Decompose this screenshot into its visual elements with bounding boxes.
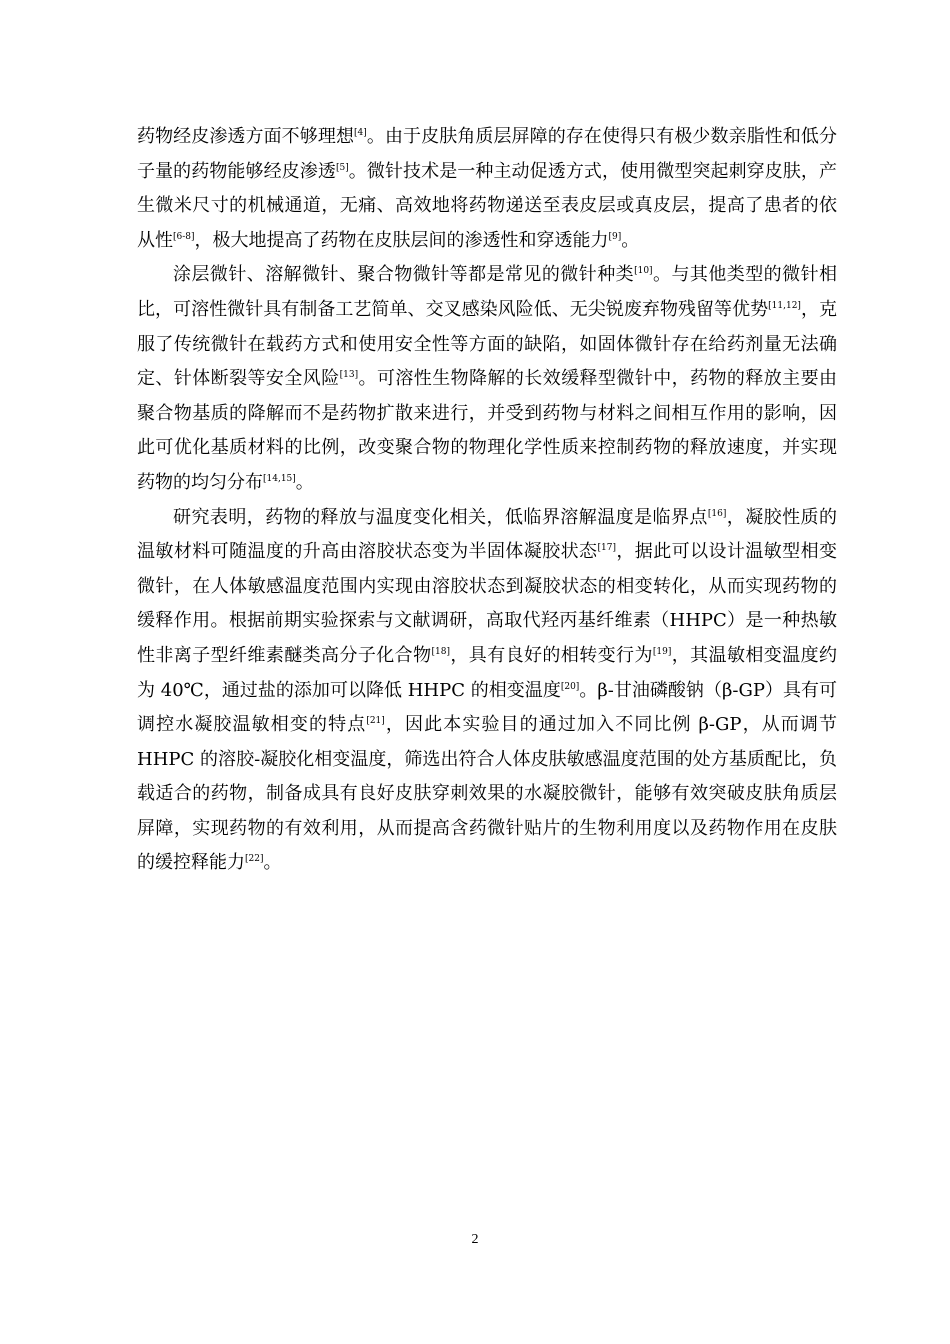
paragraph xyxy=(137,120,837,258)
citation-ref: [22] xyxy=(245,854,264,865)
citation-ref: [9] xyxy=(608,231,622,242)
text-run: 。 xyxy=(263,852,282,874)
citation-ref: [10] xyxy=(634,266,653,277)
text-run: 。可溶性生物降解的长效缓释型微针中，药物的释放主要由聚合物基质的降解而不是药物扩散来进行，并受到药物与材料之间相互作用的影响，因此可优化基质材料的比例，改变聚合物的物理化学性质来控制药物的释放速度，并实现药物的均匀分布 xyxy=(137,368,838,493)
text-run: ，极大地提高了药物在皮肤层间的渗透性和穿透能力 xyxy=(194,229,609,251)
citation-ref: [4] xyxy=(354,128,367,138)
text-run: ，凝胶性质的温敏材料可随温度的升高由溶胶状态变为半固体凝胶状态 xyxy=(137,506,838,563)
citation-ref: [5] xyxy=(335,162,349,173)
text-run: 研究表明，药物的释放与温度变化相关，低临界溶解温度是临界点 xyxy=(173,506,708,528)
text-run: 涂层微针、溶解微针、聚合物微针等都是常见的微针种类 xyxy=(173,264,635,286)
citation-ref: [13] xyxy=(339,370,359,381)
citation-ref: [17] xyxy=(597,543,616,554)
citation-ref: [16] xyxy=(707,508,727,519)
citation-ref: [6-8] xyxy=(173,231,195,242)
citation-ref: [21] xyxy=(366,716,385,727)
paragraph xyxy=(137,258,837,500)
text-run: 。 xyxy=(621,229,640,251)
paragraph xyxy=(137,501,837,882)
text-run: 药物经皮渗透方面不够理想 xyxy=(137,126,355,147)
citation-ref: [19] xyxy=(652,646,672,657)
citation-ref: [11,12] xyxy=(768,300,801,311)
citation-ref: [18] xyxy=(431,646,450,657)
citation-ref: [20] xyxy=(560,681,580,692)
text-run: 。由于皮肤角质层屏障的存在使得只有极少数亲脂性和低分子量的药物能够经皮渗透 xyxy=(137,126,838,182)
text-run: ，具有良好的相转变行为 xyxy=(449,644,653,666)
body-text xyxy=(137,120,837,881)
text-run: 。 xyxy=(295,471,314,493)
page-number: 2 xyxy=(471,1232,479,1247)
text-run: ，据此可以设计温敏型相变微针，在人体敏感温度范围内实现由溶胶状态到凝胶状态的相变转化，从而实现药物的缓释作用。根据前期实验探索与文献调研，高取代羟丙基纤维素（HHPC）是一种热敏性非离子型纤维素醚类高分子化合物 xyxy=(137,541,837,666)
text-run: ，其温敏相变温度约为 40℃，通过盐的添加可以降低 HHPC 的相变温度 xyxy=(137,644,837,701)
text-run: ，因此本实验目的通过加入不同比例 β-GP，从而调节 HHPC 的溶胶-凝胶化相变温度，筛选出符合人体皮肤敏感温度范围的处方基质配比，负载适合的药物，制备成具有良好皮肤穿刺效果的水凝胶微针，能够有效突破皮肤角质层屏障，实现药物的有效利用，从而提高含药微针贴片的生物利用度以及药物作用在皮肤的缓控释能力 xyxy=(137,714,838,874)
text-run: ，克服了传统微针在载药方式和使用安全性等方面的缺陷，如固体微针存在给药剂量无法确定、针体断裂等安全风险 xyxy=(137,298,838,390)
citation-ref: [14,15] xyxy=(263,473,296,484)
text-run: 。β-甘油磷酸钠（β-GP）具有可调控水凝胶温敏相变的特点 xyxy=(137,679,838,736)
text-run: 。与其他类型的微针相比，可溶性微针具有制备工艺简单、交叉感染风险低、无尖锐废弃物残留等优势 xyxy=(137,264,838,320)
text-run: 。微针技术是一种主动促透方式，使用微型突起刺穿皮肤，产生微米尺寸的机械通道，无痛、高效地将药物递送至表皮层或真皮层，提高了患者的依从性 xyxy=(137,160,838,251)
